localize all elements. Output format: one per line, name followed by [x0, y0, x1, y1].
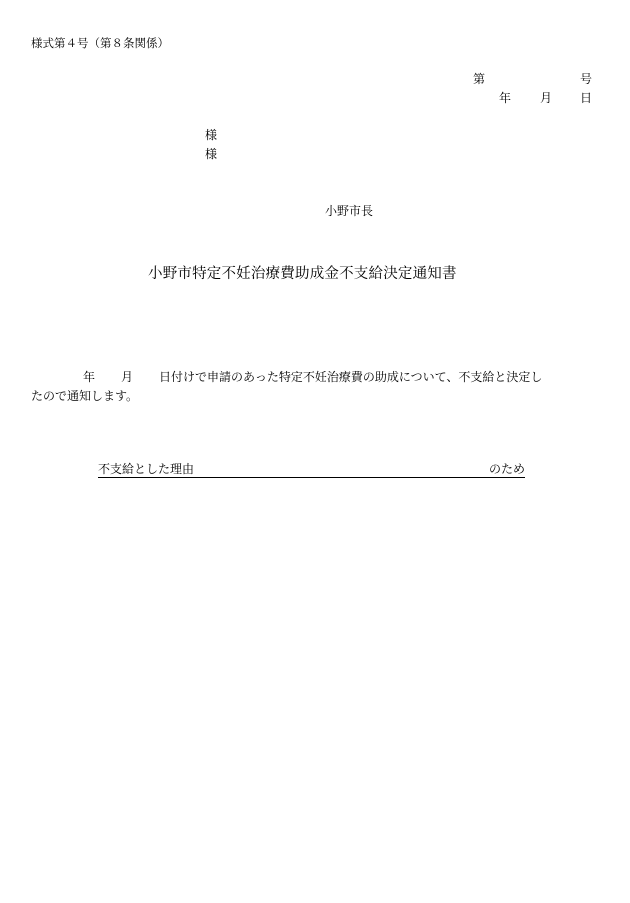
reason-underline-field — [98, 461, 525, 478]
reason-suffix: のため — [488, 462, 525, 476]
issuer-name: 小野市長 — [325, 204, 374, 218]
body-year-label: 年 — [83, 370, 96, 384]
document-number-suffix: 号 — [580, 72, 593, 86]
body-month-label: 月 — [121, 370, 134, 384]
addressee-honorific-2: 様 — [205, 147, 218, 161]
form-number-label: 様式第４号（第８条関係） — [31, 36, 169, 50]
document-number-prefix: 第 — [473, 72, 486, 86]
body-text-rest: 日付けで申請のあった特定不妊治療費の助成について、不支給と決定し — [159, 370, 543, 384]
date-day-label: 日 — [580, 91, 593, 105]
reason-label: 不支給とした理由 — [98, 462, 195, 476]
body-paragraph-line-1 — [31, 369, 542, 385]
date-year-label: 年 — [499, 91, 512, 105]
document-title: 小野市特定不妊治療費助成金不支給決定通知書 — [148, 266, 457, 282]
date-month-label: 月 — [540, 91, 553, 105]
addressee-honorific-1: 様 — [205, 128, 218, 142]
body-paragraph-line-2: たので通知します。 — [31, 389, 139, 403]
